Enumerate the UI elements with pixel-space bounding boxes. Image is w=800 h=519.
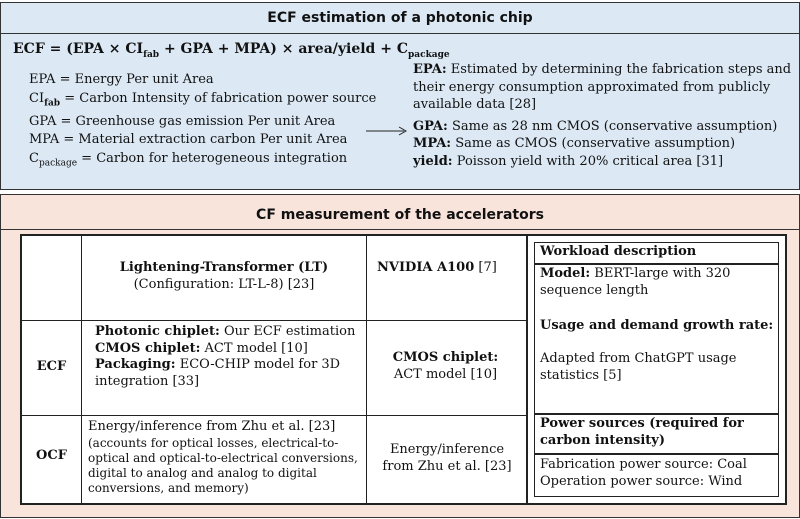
workload-model: [540, 266, 781, 299]
ecf-notes: [413, 61, 797, 170]
lt-ecf-label: Photonic chiplet:: [95, 324, 220, 339]
fab-power: Fabrication power source: Coal: [540, 457, 747, 472]
definition-ci: [29, 90, 376, 113]
row-head-ocf: OCF: [36, 448, 67, 463]
note-label: GPA:: [413, 118, 448, 134]
a100-ecf-cell: [367, 350, 524, 383]
def-text: = Carbon Intensity of fabrication power source: [60, 90, 377, 106]
ecf-formula: [13, 41, 450, 60]
a100-ecf-label: CMOS chiplet:: [392, 350, 499, 365]
formula-prefix: ECF = (EPA × CI: [13, 41, 144, 57]
note-text: Same as CMOS (conservative assumption): [451, 136, 736, 151]
usage-label: Usage and demand growth rate:: [540, 318, 774, 333]
cf-panel: [0, 194, 800, 518]
power-header: Power sources (required for carbon intensity): [540, 416, 744, 448]
definition-list: [29, 71, 376, 173]
note-yield: [413, 153, 797, 171]
cf-title-divider: [1, 229, 799, 230]
accelerator-table: [20, 234, 528, 505]
definition-gpa: [29, 113, 376, 132]
def-term: GPA: [29, 113, 57, 129]
lt-ecf-text: ECO-CHIP model for 3D integration [33]: [95, 357, 341, 389]
note-text: Estimated by determining the fabrication steps and their energy consumption approximated from publicly available data [28]: [413, 62, 792, 112]
def-term: CI: [29, 90, 45, 106]
def-text: = Energy Per unit Area: [55, 72, 214, 87]
lt-ocf-line1: Energy/inference from Zhu et al. [23]: [88, 419, 336, 434]
def-term-sub: fab: [44, 98, 61, 109]
note-epa: [413, 61, 797, 114]
a100-ocf-cell: Energy/inference from Zhu et al. [23]: [382, 442, 512, 474]
cf-panel-title: CF measurement of the accelerators: [256, 207, 544, 223]
note-text: Poisson yield with 20% critical area [31]: [452, 153, 724, 169]
lt-title: Lightening-Transformer (LT): [119, 260, 329, 275]
lt-ecf-label: CMOS chiplet:: [95, 340, 201, 356]
model-text: BERT-large with 320 sequence length: [540, 266, 731, 298]
op-power: Operation power source: Wind: [540, 474, 743, 489]
ecf-title-divider: [1, 33, 799, 34]
lt-ecf-photonic: [95, 324, 360, 341]
formula-c-subscript: package: [407, 49, 450, 60]
def-text: = Material extraction carbon Per unit Area: [59, 132, 348, 148]
a100-title: NVIDIA A100: [377, 260, 475, 275]
lt-ecf-cell: [95, 324, 360, 390]
ecf-panel: [0, 2, 800, 190]
note-label: MPA:: [413, 136, 452, 151]
note-gpa: [413, 118, 797, 136]
definition-epa: [29, 71, 376, 90]
note-label: yield:: [413, 153, 453, 169]
header-a100: [377, 260, 527, 277]
header-lt: [82, 260, 366, 293]
note-mpa: [413, 135, 797, 153]
def-term: EPA: [29, 72, 56, 87]
definition-cpackage: [29, 150, 376, 173]
lt-ecf-label: Packaging:: [95, 357, 176, 372]
a100-ref: [7]: [474, 260, 497, 275]
formula-ci-subscript: fab: [143, 49, 160, 60]
row-head-ecf: ECF: [36, 359, 67, 374]
ecf-panel-title: ECF estimation of a photonic chip: [267, 10, 533, 26]
a100-ecf-text: ACT model [10]: [393, 366, 498, 382]
def-term: C: [29, 150, 39, 166]
lt-ecf-text: ACT model [10]: [200, 340, 308, 356]
def-text: = Carbon for heterogeneous integration: [77, 150, 348, 166]
formula-middle: + GPA + MPA) × area/yield + C: [159, 41, 408, 57]
lt-ecf-packaging: [95, 357, 360, 390]
right-arrow-icon: [366, 125, 408, 137]
lt-config: (Configuration: LT-L-8) [23]: [133, 276, 315, 292]
def-term: MPA: [29, 132, 60, 148]
definition-mpa: [29, 131, 376, 150]
note-label: EPA:: [413, 62, 447, 77]
usage-text: Adapted from ChatGPT usage statistics [5]: [540, 351, 737, 383]
model-label: Model:: [540, 266, 591, 281]
lt-ecf-text: Our ECF estimation: [219, 324, 356, 339]
table-row-divider: [22, 415, 526, 416]
lt-ocf-detail: (accounts for optical losses, electrical-to-optical and optical-to-electrical conversions, digital to analog and analog to digital conversions, and memory): [88, 435, 358, 495]
workload-panel: [526, 234, 787, 505]
note-text: Same as 28 nm CMOS (conservative assumption): [447, 118, 778, 134]
def-text: = Greenhouse gas emission Per unit Area: [56, 113, 336, 129]
lt-ocf-cell: [88, 419, 364, 496]
workload-header: Workload description: [540, 244, 697, 259]
table-row-divider: [22, 320, 526, 321]
lt-ecf-cmos: [95, 341, 360, 358]
def-term-sub: package: [38, 158, 78, 169]
